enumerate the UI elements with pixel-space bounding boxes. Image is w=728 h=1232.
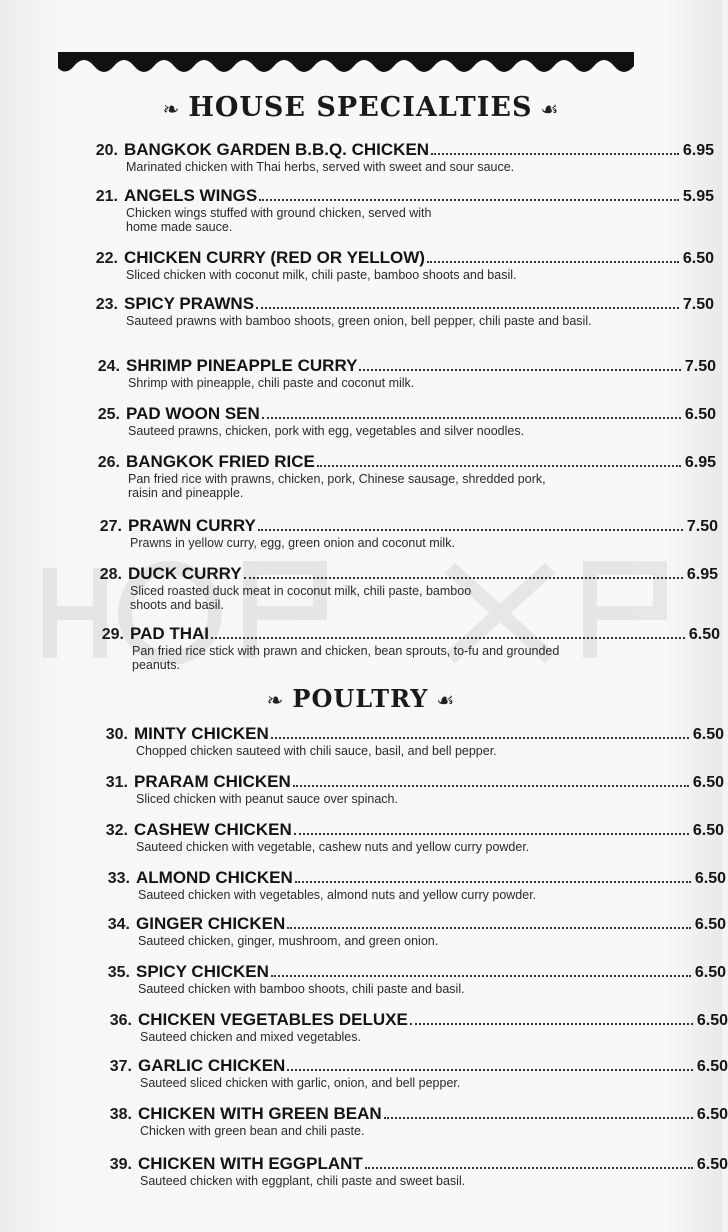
item-price: 6.50 [692, 726, 724, 743]
dot-leader [293, 785, 689, 787]
item-name: GINGER CHICKEN [136, 914, 286, 933]
item-number: 35. [107, 964, 130, 981]
dot-leader [295, 881, 691, 883]
item-description: Sauteed chicken with bamboo shoots, chili paste and basil. [138, 982, 465, 996]
item-description: Sauteed chicken with vegetables, almond nuts and yellow curry powder. [138, 888, 537, 902]
item-name: DUCK CURRY [128, 564, 242, 583]
dot-leader [294, 833, 689, 835]
item-number: 37. [109, 1058, 132, 1075]
dot-leader [259, 199, 679, 201]
item-description: Sauteed prawns with bamboo shoots, green onion, bell pepper, chili paste and basil. [126, 314, 592, 328]
dot-leader [211, 637, 685, 639]
item-price: 6.50 [694, 964, 726, 981]
item-price: 6.50 [696, 1012, 728, 1029]
item-price: 5.95 [682, 188, 714, 205]
item-name: ALMOND CHICKEN [136, 868, 293, 887]
dot-leader [271, 737, 689, 739]
scroll-ornament-right-icon: ☙ [540, 97, 560, 121]
wave-border-decoration [58, 52, 634, 78]
dot-leader [287, 927, 691, 929]
item-price: 7.50 [684, 358, 716, 375]
dot-leader [317, 465, 681, 467]
dot-leader [365, 1167, 693, 1169]
item-price: 6.50 [694, 870, 726, 887]
dot-leader [262, 417, 681, 419]
item-name: PAD WOON SEN [126, 404, 260, 423]
item-name: PRAWN CURRY [128, 516, 256, 535]
item-name: SPICY PRAWNS [124, 294, 255, 313]
item-price: 6.50 [694, 916, 726, 933]
item-name: MINTY CHICKEN [134, 724, 269, 743]
item-number: 22. [95, 250, 118, 267]
dot-leader [431, 153, 679, 155]
item-price: 7.50 [686, 518, 718, 535]
item-number: 28. [99, 566, 122, 583]
item-number: 33. [107, 870, 130, 887]
item-name: BANGKOK GARDEN B.B.Q. CHICKEN [124, 140, 430, 159]
item-price: 6.95 [684, 454, 716, 471]
item-description: Sliced roasted duck meat in coconut milk, chili paste, bamboo shoots and basil. [130, 584, 472, 612]
item-number: 26. [97, 454, 120, 471]
item-number: 29. [101, 626, 124, 643]
dot-leader [256, 307, 679, 309]
item-number: 36. [109, 1012, 132, 1029]
item-description: Pan fried rice stick with prawn and chicken, bean sprouts, to-fu and grounded peanuts. [132, 644, 560, 672]
item-description: Prawns in yellow curry, egg, green onion and coconut milk. [130, 536, 455, 550]
item-name: CHICKEN WITH GREEN BEAN [138, 1104, 382, 1123]
item-description: Marinated chicken with Thai herbs, served with sweet and sour sauce. [126, 160, 515, 174]
item-description: Sauteed chicken with vegetable, cashew nuts and yellow curry powder. [136, 840, 530, 854]
item-number: 34. [107, 916, 130, 933]
item-price: 6.95 [686, 566, 718, 583]
item-number: 31. [105, 774, 128, 791]
dot-leader [410, 1023, 693, 1025]
item-description: Sliced chicken with peanut sauce over spinach. [136, 792, 398, 806]
item-name: PAD THAI [130, 624, 210, 643]
item-price: 7.50 [682, 296, 714, 313]
item-number: 39. [109, 1156, 132, 1173]
item-number: 38. [109, 1106, 132, 1123]
scroll-ornament-right-icon: ☙ [436, 688, 456, 712]
dot-leader [384, 1117, 693, 1119]
item-price: 6.50 [696, 1058, 728, 1075]
item-price: 6.50 [696, 1156, 728, 1173]
item-name: CHICKEN WITH EGGPLANT [138, 1154, 363, 1173]
item-price: 6.50 [696, 1106, 728, 1123]
dot-leader [359, 369, 680, 371]
item-description: Shrimp with pineapple, chili paste and coconut milk. [128, 376, 415, 390]
item-name: BANGKOK FRIED RICE [126, 452, 315, 471]
item-price: 6.95 [682, 142, 714, 159]
item-name: CHICKEN CURRY (RED OR YELLOW) [124, 248, 425, 267]
item-price: 6.50 [692, 822, 724, 839]
item-name: CHICKEN VEGETABLES DELUXE [138, 1010, 408, 1029]
item-description: Sauteed sliced chicken with garlic, onion, and bell pepper. [140, 1076, 461, 1090]
dot-leader [258, 529, 683, 531]
item-description: Sauteed chicken with eggplant, chili paste and sweet basil. [140, 1174, 466, 1188]
item-number: 21. [95, 188, 118, 205]
item-description: Sauteed chicken, ginger, mushroom, and green onion. [138, 934, 439, 948]
item-number: 24. [97, 358, 120, 375]
item-price: 6.50 [684, 406, 716, 423]
item-description: Sauteed prawns, chicken, pork with egg, vegetables and silver noodles. [128, 424, 525, 438]
scroll-ornament-left-icon: ❧ [266, 688, 285, 712]
item-number: 30. [105, 726, 128, 743]
item-number: 32. [105, 822, 128, 839]
item-name: ANGELS WINGS [124, 186, 258, 205]
item-price: 6.50 [692, 774, 724, 791]
item-description: Chicken with green bean and chili paste. [140, 1124, 365, 1138]
item-name: GARLIC CHICKEN [138, 1056, 286, 1075]
item-name: SPICY CHICKEN [136, 962, 269, 981]
item-name: CASHEW CHICKEN [134, 820, 292, 839]
poultry-heading [0, 684, 722, 713]
scroll-ornament-left-icon: ❧ [162, 97, 181, 121]
item-number: 23. [95, 296, 118, 313]
item-price: 6.50 [688, 626, 720, 643]
item-number: 25. [97, 406, 120, 423]
item-number: 27. [99, 518, 122, 535]
item-description: Pan fried rice with prawns, chicken, pork, Chinese sausage, shredded pork, raisin and pineapple. [128, 472, 546, 500]
section-title: HOUSE SPECIALTIES [188, 92, 533, 123]
item-description: Sliced chicken with coconut milk, chili paste, bamboo shoots and basil. [126, 268, 517, 282]
dot-leader [244, 577, 683, 579]
item-price: 6.50 [682, 250, 714, 267]
dot-leader [427, 261, 679, 263]
item-number: 20. [95, 142, 118, 159]
item-name: PRARAM CHICKEN [134, 772, 291, 791]
dot-leader [271, 975, 691, 977]
item-description: Chopped chicken sauteed with chili sauce, basil, and bell pepper. [136, 744, 497, 758]
item-name: SHRIMP PINEAPPLE CURRY [126, 356, 358, 375]
house-specialties-heading [0, 92, 722, 123]
item-description: Chicken wings stuffed with ground chicken, served with home made sauce. [126, 206, 432, 234]
section-title: POULTRY [292, 684, 429, 713]
dot-leader [287, 1069, 693, 1071]
item-description: Sauteed chicken and mixed vegetables. [140, 1030, 361, 1044]
